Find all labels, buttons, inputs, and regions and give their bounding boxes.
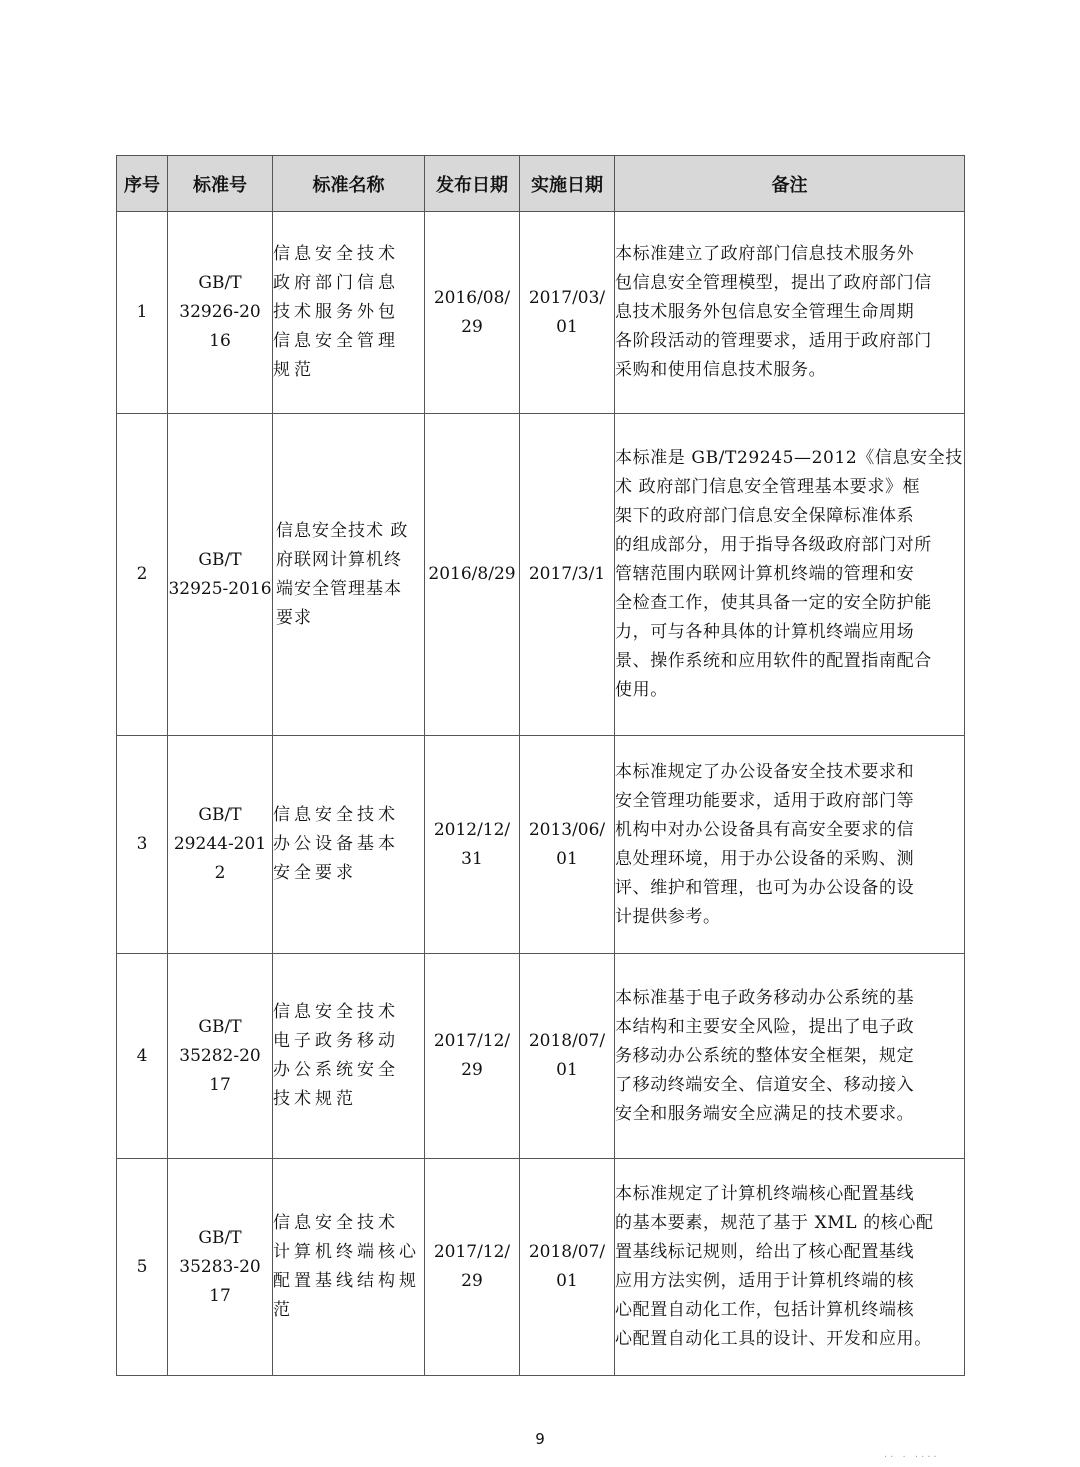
- header-effective: 实施日期: [520, 156, 615, 212]
- line: 2017/12/: [433, 1031, 511, 1051]
- line: 01: [556, 1271, 578, 1291]
- line: 机构中对办公设备具有高安全要求的信: [615, 819, 915, 840]
- line: 办公系统安全: [273, 1060, 399, 1080]
- line: 力，可与各种具体的计算机终端应用场: [615, 622, 915, 642]
- header-remark: 备注: [615, 156, 965, 212]
- cell-remark: [615, 954, 965, 1159]
- cell-effective: [520, 212, 615, 414]
- line: 技术规范: [273, 1089, 357, 1109]
- line: 2018/07/: [528, 1031, 606, 1051]
- cell-published: [425, 1159, 520, 1376]
- cell-code: [168, 736, 273, 954]
- line: 计算机终端核心: [273, 1242, 420, 1262]
- line: 29: [461, 1271, 483, 1291]
- line: 范: [273, 1300, 294, 1320]
- cell-no: 3: [117, 736, 168, 954]
- line: 信息安全技术: [273, 1002, 399, 1022]
- cell-name: [273, 1159, 425, 1376]
- cell-effective: [520, 736, 615, 954]
- header-code: 标准号: [168, 156, 273, 212]
- cell-no: 2: [117, 414, 168, 736]
- line: 应用方法实例，适用于计算机终端的核: [615, 1271, 915, 1291]
- line: 信息安全管理: [273, 331, 399, 351]
- cell-code: [168, 212, 273, 414]
- header-no: 序号: [117, 156, 168, 212]
- line: 2017/3/1: [528, 564, 606, 584]
- cell-no: 1: [117, 212, 168, 414]
- line: 配置基线结构规: [273, 1271, 420, 1291]
- cell-no: 4: [117, 954, 168, 1159]
- watermark-logo: ·· · ····: [884, 1452, 940, 1463]
- line: 术 政府部门信息安全管理基本要求》框: [615, 477, 921, 497]
- cell-code: [168, 414, 273, 736]
- line: 安全和服务端安全应满足的技术要求。: [615, 1103, 915, 1124]
- line: 本标准基于电子政务移动办公系统的基: [615, 987, 915, 1008]
- line: 2012/12/: [433, 819, 511, 840]
- table-row: [117, 736, 965, 954]
- line: 17: [209, 1074, 231, 1095]
- table-header-row: [117, 156, 965, 212]
- page-number: 9: [535, 1430, 545, 1448]
- line: 01: [556, 316, 578, 337]
- line: 2: [214, 863, 226, 883]
- cell-no: 5: [117, 1159, 168, 1376]
- cell-name: [273, 954, 425, 1159]
- line: 29: [461, 1060, 483, 1080]
- line: 2018/07/: [528, 1242, 606, 1262]
- line: 府联网计算机终: [276, 549, 402, 570]
- line: 景、操作系统和应用软件的配置指南配合: [615, 651, 932, 671]
- line: 全检查工作，使其具备一定的安全防护能: [615, 593, 932, 613]
- line: 规范: [273, 360, 315, 380]
- line: 本标准是 GB/T29245—2012《信息安全技: [615, 448, 963, 468]
- line: 置基线标记规则，给出了核心配置基线: [615, 1242, 915, 1262]
- line: 01: [556, 848, 578, 869]
- cell-code: [168, 954, 273, 1159]
- standards-table: [116, 155, 965, 1376]
- line: GB/T: [198, 273, 242, 293]
- line: 办公设备基本: [273, 834, 399, 854]
- cell-published: [425, 736, 520, 954]
- line: 息技术服务外包信息安全管理生命周期: [615, 302, 915, 322]
- line: 采购和使用信息技术服务。: [615, 360, 827, 380]
- line: 心配置自动化工作，包括计算机终端核: [615, 1300, 915, 1320]
- table-row: [117, 212, 965, 414]
- line: 务移动办公系统的整体安全框架，规定: [615, 1045, 915, 1066]
- table-row: [117, 1159, 965, 1376]
- line: 政府部门信息: [273, 273, 399, 293]
- cell-name: [273, 736, 425, 954]
- line: 端安全管理基本: [276, 578, 402, 599]
- line: 2017/03/: [528, 287, 606, 308]
- line: 29244-201: [173, 834, 267, 854]
- line: 安全要求: [273, 863, 357, 883]
- line: 信息安全技术 政: [276, 520, 409, 541]
- line: GB/T: [198, 1227, 242, 1248]
- table-row: [117, 414, 965, 736]
- line: 32926-20: [179, 302, 261, 322]
- line: 技术服务外包: [273, 302, 399, 322]
- line: 本标准规定了办公设备安全技术要求和: [615, 761, 915, 782]
- cell-code: [168, 1159, 273, 1376]
- cell-remark: [615, 212, 965, 414]
- header-published: 发布日期: [425, 156, 520, 212]
- line: 31: [461, 848, 483, 869]
- line: 2013/06/: [528, 819, 606, 840]
- line: 各阶段活动的管理要求，适用于政府部门: [615, 331, 932, 351]
- cell-effective: [520, 954, 615, 1159]
- line: 01: [556, 1060, 578, 1080]
- line: 35282-20: [179, 1045, 261, 1066]
- line: 信息安全技术: [273, 805, 399, 825]
- cell-name: [273, 414, 425, 736]
- line: GB/T: [198, 549, 242, 570]
- cell-name: [273, 212, 425, 414]
- line: 29: [461, 316, 483, 337]
- line: 17: [209, 1285, 231, 1306]
- header-name: 标准名称: [273, 156, 425, 212]
- table-row: [117, 954, 965, 1159]
- cell-effective: [520, 414, 615, 736]
- line: 信息安全技术: [273, 1213, 399, 1233]
- cell-remark: [615, 1159, 965, 1376]
- line: 35283-20: [179, 1256, 261, 1277]
- line: 包信息安全管理模型，提出了政府部门信: [615, 273, 932, 293]
- line: 架下的政府部门信息安全保障标准体系: [615, 506, 915, 526]
- line: 安全管理功能要求，适用于政府部门等: [615, 790, 915, 811]
- line: 的组成部分，用于指导各级政府部门对所: [615, 535, 932, 555]
- line: 电子政务移动: [273, 1031, 399, 1051]
- line: 本标准规定了计算机终端核心配置基线: [615, 1184, 915, 1204]
- line: 息处理环境，用于办公设备的采购、测: [615, 848, 915, 869]
- line: 管辖范围内联网计算机终端的管理和安: [615, 564, 915, 584]
- line: 心配置自动化工具的设计、开发和应用。: [615, 1329, 932, 1349]
- line: 信息安全技术: [273, 244, 399, 264]
- line: 的基本要素，规范了基于 XML 的核心配: [615, 1213, 934, 1233]
- cell-published: [425, 414, 520, 736]
- line: 计提供参考。: [615, 906, 721, 927]
- cell-published: [425, 212, 520, 414]
- line: 2017/12/: [433, 1242, 511, 1262]
- line: 了移动终端安全、信道安全、移动接入: [615, 1074, 915, 1095]
- cell-remark: [615, 414, 965, 736]
- line: GB/T: [198, 805, 242, 825]
- line: 使用。: [615, 680, 668, 700]
- line: 评、维护和管理，也可为办公设备的设: [615, 877, 915, 898]
- line: 2016/8/29: [428, 564, 516, 584]
- line: 本标准建立了政府部门信息技术服务外: [615, 244, 915, 264]
- line: GB/T: [198, 1016, 242, 1037]
- line: 本结构和主要安全风险，提出了电子政: [615, 1016, 915, 1037]
- cell-effective: [520, 1159, 615, 1376]
- line: 32925-2016: [168, 578, 272, 599]
- line: 2016/08/: [433, 287, 511, 308]
- line: 要求: [276, 607, 312, 628]
- cell-remark: [615, 736, 965, 954]
- cell-published: [425, 954, 520, 1159]
- line: 16: [209, 331, 231, 351]
